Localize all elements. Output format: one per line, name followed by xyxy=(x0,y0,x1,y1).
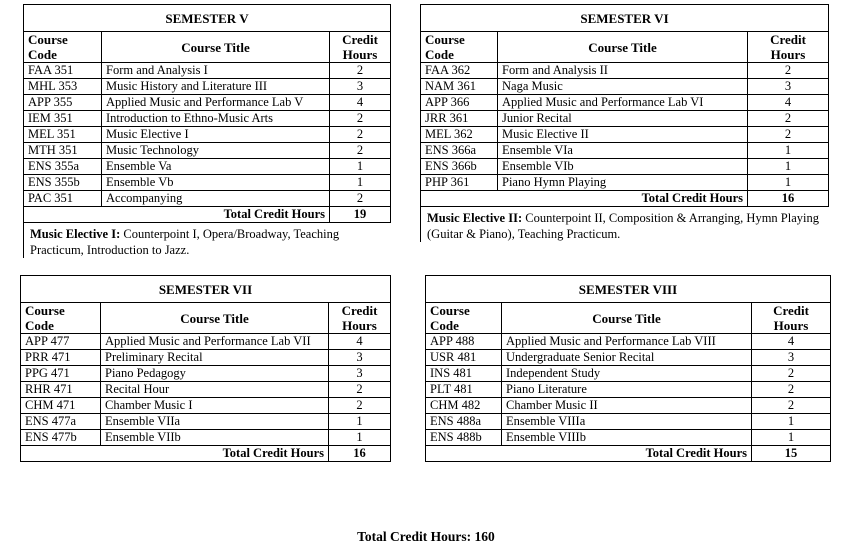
course-row xyxy=(24,175,391,191)
semester-table xyxy=(23,4,391,223)
course-code: ENS 477a xyxy=(21,414,101,430)
credit-header-line2: Hours xyxy=(342,47,378,62)
course-title: Independent Study xyxy=(502,366,752,382)
course-code: PAC 351 xyxy=(24,191,102,207)
course-row xyxy=(421,143,829,159)
course-credit: 3 xyxy=(329,350,391,366)
course-title: Music History and Literature III xyxy=(102,79,330,95)
course-title: Ensemble Va xyxy=(102,159,330,175)
credit-hours-header xyxy=(330,32,391,63)
total-credit-label: Total Credit Hours xyxy=(421,191,748,207)
semester-vi-block xyxy=(420,4,828,242)
course-code: ENS 488a xyxy=(426,414,502,430)
course-title: Ensemble VIIIa xyxy=(502,414,752,430)
course-row xyxy=(24,111,391,127)
course-row xyxy=(24,127,391,143)
course-credit: 2 xyxy=(330,111,391,127)
course-credit: 3 xyxy=(752,350,831,366)
course-code: ENS 477b xyxy=(21,430,101,446)
elective-note xyxy=(420,207,828,242)
course-row xyxy=(24,143,391,159)
course-code: APP 366 xyxy=(421,95,498,111)
course-code: MTH 351 xyxy=(24,143,102,159)
semester-title: SEMESTER VII xyxy=(21,276,391,303)
course-credit: 1 xyxy=(330,175,391,191)
course-code-header-line2: Code xyxy=(25,318,54,333)
course-row xyxy=(426,414,831,430)
course-credit: 1 xyxy=(748,143,829,159)
total-credit-label: Total Credit Hours xyxy=(24,207,330,223)
course-row xyxy=(21,350,391,366)
course-row xyxy=(24,79,391,95)
course-code: APP 355 xyxy=(24,95,102,111)
course-title: Ensemble VIa xyxy=(498,143,748,159)
course-row xyxy=(21,398,391,414)
course-title: Form and Analysis II xyxy=(498,63,748,79)
total-row xyxy=(24,207,391,223)
course-title: Introduction to Ethno-Music Arts xyxy=(102,111,330,127)
course-title: Piano Literature xyxy=(502,382,752,398)
course-code-header-line1: Course xyxy=(425,32,465,47)
course-row xyxy=(24,191,391,207)
course-title: Applied Music and Performance Lab VIII xyxy=(502,334,752,350)
course-code-header-line2: Code xyxy=(28,47,57,62)
course-credit: 2 xyxy=(752,366,831,382)
course-title: Recital Hour xyxy=(101,382,329,398)
course-code: ENS 488b xyxy=(426,430,502,446)
course-title: Undergraduate Senior Recital xyxy=(502,350,752,366)
course-title: Music Technology xyxy=(102,143,330,159)
course-code: ENS 366b xyxy=(421,159,498,175)
course-credit: 2 xyxy=(752,382,831,398)
course-title: Ensemble VIIb xyxy=(101,430,329,446)
course-code: CHM 482 xyxy=(426,398,502,414)
course-code: PHP 361 xyxy=(421,175,498,191)
course-credit: 3 xyxy=(330,79,391,95)
total-credit-label: Total Credit Hours xyxy=(426,446,752,462)
course-credit: 1 xyxy=(752,414,831,430)
course-row xyxy=(421,127,829,143)
semester-table xyxy=(20,275,391,462)
course-credit: 4 xyxy=(748,95,829,111)
credit-header-line1: Credit xyxy=(773,303,809,318)
course-row xyxy=(21,366,391,382)
course-title-header: Course Title xyxy=(502,303,752,334)
semester-title: SEMESTER VI xyxy=(421,5,829,32)
course-credit: 2 xyxy=(330,63,391,79)
course-credit: 4 xyxy=(329,334,391,350)
course-title: Applied Music and Performance Lab V xyxy=(102,95,330,111)
course-row xyxy=(421,79,829,95)
credit-hours-header xyxy=(752,303,831,334)
course-credit: 1 xyxy=(748,175,829,191)
credit-header-line1: Credit xyxy=(770,32,806,47)
course-credit: 1 xyxy=(330,159,391,175)
course-row xyxy=(21,414,391,430)
course-row xyxy=(426,334,831,350)
course-code-header-line2: Code xyxy=(425,47,454,62)
course-code-header xyxy=(421,32,498,63)
course-code: APP 477 xyxy=(21,334,101,350)
course-row xyxy=(24,63,391,79)
course-row xyxy=(21,382,391,398)
course-code: INS 481 xyxy=(426,366,502,382)
course-row xyxy=(421,111,829,127)
elective-note-label: Music Elective I: xyxy=(30,227,121,241)
course-credit: 2 xyxy=(329,382,391,398)
course-row xyxy=(421,63,829,79)
course-credit: 1 xyxy=(329,414,391,430)
course-title: Form and Analysis I xyxy=(102,63,330,79)
course-code: PLT 481 xyxy=(426,382,502,398)
total-row xyxy=(21,446,391,462)
course-code-header-line1: Course xyxy=(28,32,68,47)
course-title: Piano Hymn Playing xyxy=(498,175,748,191)
course-code-header-line1: Course xyxy=(430,303,470,318)
course-title: Chamber Music II xyxy=(502,398,752,414)
course-code-header-line1: Course xyxy=(25,303,65,318)
course-row xyxy=(426,350,831,366)
semester-viii-block xyxy=(425,275,830,462)
elective-note-text: Counterpoint I, Opera/Broadway, Teaching Practicum, Introduction to Jazz. xyxy=(30,227,340,257)
course-row xyxy=(421,175,829,191)
course-row xyxy=(24,95,391,111)
course-code: FAA 351 xyxy=(24,63,102,79)
course-row xyxy=(21,334,391,350)
course-credit: 1 xyxy=(752,430,831,446)
course-code-header xyxy=(21,303,101,334)
course-title: Applied Music and Performance Lab VI xyxy=(498,95,748,111)
course-title: Junior Recital xyxy=(498,111,748,127)
course-row xyxy=(426,430,831,446)
course-code: FAA 362 xyxy=(421,63,498,79)
course-credit: 4 xyxy=(752,334,831,350)
course-code: ENS 355b xyxy=(24,175,102,191)
course-credit: 2 xyxy=(330,127,391,143)
course-code: MEL 362 xyxy=(421,127,498,143)
course-credit: 2 xyxy=(330,191,391,207)
course-code-header-line2: Code xyxy=(430,318,459,333)
credit-header-line2: Hours xyxy=(770,47,806,62)
course-code: RHR 471 xyxy=(21,382,101,398)
credit-header-line2: Hours xyxy=(342,318,377,333)
course-credit: 3 xyxy=(748,79,829,95)
course-code: ENS 355a xyxy=(24,159,102,175)
course-title: Ensemble Vb xyxy=(102,175,330,191)
elective-note xyxy=(23,223,390,258)
course-code: APP 488 xyxy=(426,334,502,350)
course-title-header: Course Title xyxy=(498,32,748,63)
course-code: IEM 351 xyxy=(24,111,102,127)
course-title: Ensemble VIIa xyxy=(101,414,329,430)
semester-table xyxy=(425,275,831,462)
credit-hours-header xyxy=(748,32,829,63)
total-credit-label: Total Credit Hours xyxy=(21,446,329,462)
course-credit: 2 xyxy=(329,398,391,414)
credit-hours-header xyxy=(329,303,391,334)
course-code-header xyxy=(24,32,102,63)
course-row xyxy=(21,430,391,446)
course-code: USR 481 xyxy=(426,350,502,366)
semester-v-block xyxy=(23,4,390,258)
course-credit: 1 xyxy=(748,159,829,175)
total-credit-value: 16 xyxy=(748,191,829,207)
course-title: Ensemble VIIIb xyxy=(502,430,752,446)
elective-note-text: Counterpoint II, Composition & Arranging, Hymn Playing (Guitar & Piano), Teaching Practicum. xyxy=(427,211,819,241)
course-code: JRR 361 xyxy=(421,111,498,127)
total-credit-value: 16 xyxy=(329,446,391,462)
course-row xyxy=(24,159,391,175)
course-code: CHM 471 xyxy=(21,398,101,414)
course-code: MHL 353 xyxy=(24,79,102,95)
course-code-header xyxy=(426,303,502,334)
course-row xyxy=(426,366,831,382)
course-credit: 2 xyxy=(748,63,829,79)
semester-table xyxy=(420,4,829,207)
course-title: Naga Music xyxy=(498,79,748,95)
semester-vii-block xyxy=(20,275,390,462)
course-code: ENS 366a xyxy=(421,143,498,159)
course-title: Music Elective I xyxy=(102,127,330,143)
course-row xyxy=(421,95,829,111)
credit-header-line1: Credit xyxy=(341,303,378,318)
course-code: NAM 361 xyxy=(421,79,498,95)
total-row xyxy=(421,191,829,207)
course-credit: 2 xyxy=(748,111,829,127)
course-credit: 1 xyxy=(329,430,391,446)
course-title: Chamber Music I xyxy=(101,398,329,414)
total-row xyxy=(426,446,831,462)
course-credit: 3 xyxy=(329,366,391,382)
course-title: Music Elective II xyxy=(498,127,748,143)
course-code: PRR 471 xyxy=(21,350,101,366)
course-code: MEL 351 xyxy=(24,127,102,143)
credit-header-line2: Hours xyxy=(773,318,809,333)
course-credit: 2 xyxy=(330,143,391,159)
course-code: PPG 471 xyxy=(21,366,101,382)
course-title-header: Course Title xyxy=(102,32,330,63)
course-title: Applied Music and Performance Lab VII xyxy=(101,334,329,350)
total-credit-value: 19 xyxy=(330,207,391,223)
credit-header-line1: Credit xyxy=(342,32,378,47)
course-credit: 2 xyxy=(748,127,829,143)
course-credit: 2 xyxy=(752,398,831,414)
semester-title: SEMESTER V xyxy=(24,5,391,32)
course-title: Accompanying xyxy=(102,191,330,207)
course-credit: 4 xyxy=(330,95,391,111)
semester-title: SEMESTER VIII xyxy=(426,276,831,303)
elective-note-label: Music Elective II: xyxy=(427,211,523,225)
course-title: Ensemble VIb xyxy=(498,159,748,175)
course-title: Piano Pedagogy xyxy=(101,366,329,382)
course-row xyxy=(426,382,831,398)
course-title-header: Course Title xyxy=(101,303,329,334)
course-row xyxy=(426,398,831,414)
course-title: Preliminary Recital xyxy=(101,350,329,366)
grand-total: Total Credit Hours: 160 xyxy=(357,529,495,544)
total-credit-value: 15 xyxy=(752,446,831,462)
course-row xyxy=(421,159,829,175)
